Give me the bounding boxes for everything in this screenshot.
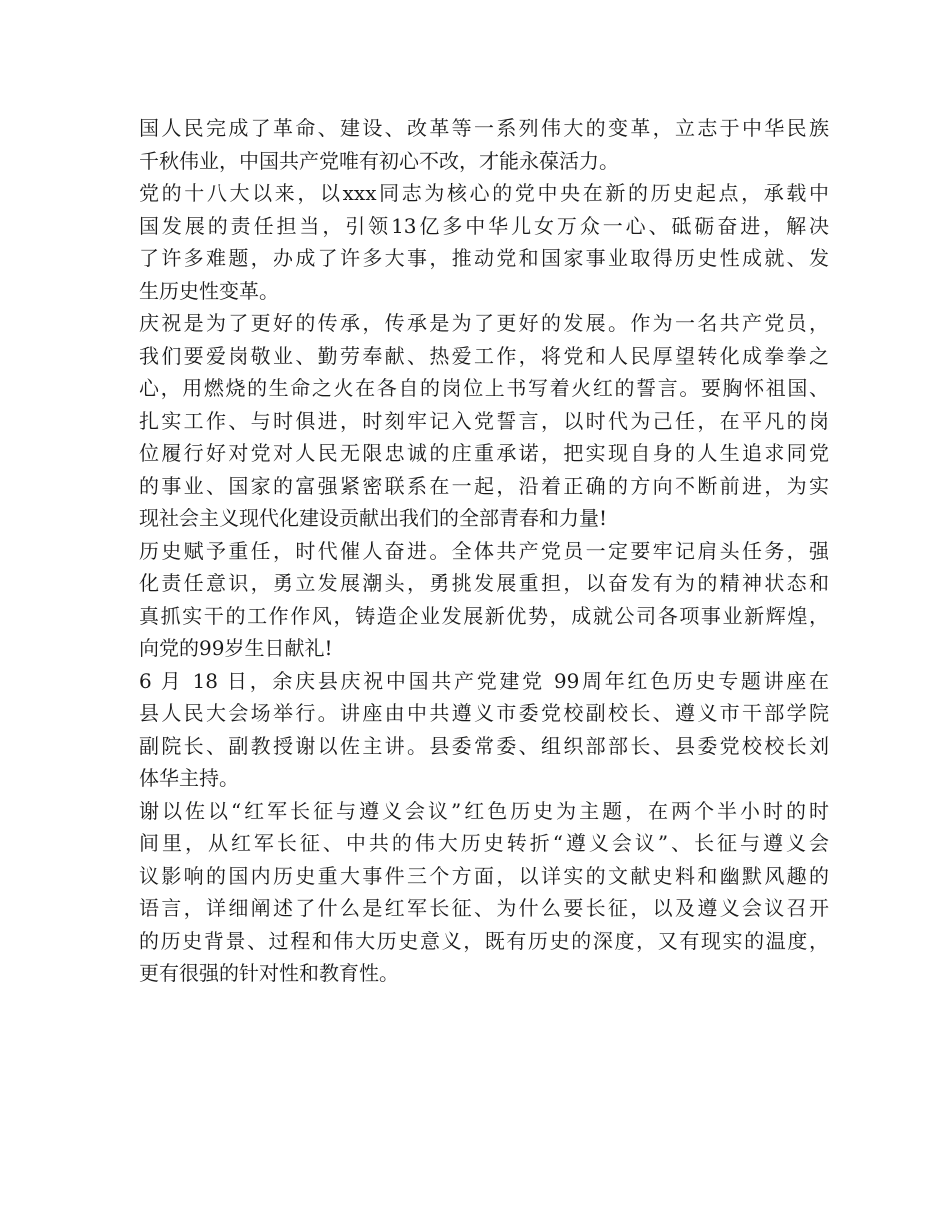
text-line: 向党的99岁生日献礼! bbox=[139, 636, 333, 660]
text-line: 的事业、国家的富强紧密联系在一起，沿着正确的方向不断前进，为实 bbox=[139, 473, 829, 498]
text-line: 6 月 18 日，余庆县庆祝中国共产党建党 99周年红色历史专题讲座在 bbox=[139, 668, 829, 693]
text-line: 国发展的责任担当，引领13亿多中华儿女万众一心、砥砺奋进，解决 bbox=[139, 213, 829, 238]
text-line: 国人民完成了革命、建设、改革等一系列伟大的变革，立志于中华民族 bbox=[139, 116, 829, 140]
text-line: 党的十八大以来，以xxx同志为核心的党中央在新的历史起点，承载中 bbox=[139, 181, 829, 205]
text-line: 更有很强的针对性和教育性。 bbox=[139, 961, 399, 985]
text-line: 庆祝是为了更好的传承，传承是为了更好的发展。作为一名共产党员， bbox=[139, 311, 829, 335]
text-line: 现社会主义现代化建设贡献出我们的全部青春和力量! bbox=[139, 506, 608, 530]
text-line: 副院长、副教授谢以佐主讲。县委常委、组织部部长、县委党校校长刘 bbox=[139, 733, 829, 758]
text-line: 语言，详细阐述了什么是红军长征、为什么要长征，以及遵义会议召开 bbox=[139, 896, 829, 920]
text-line: 的历史背景、过程和伟大历史意义，既有历史的深度，又有现实的温度， bbox=[139, 928, 829, 953]
text-line: 了许多难题，办成了许多大事，推动党和国家事业取得历史性成就、发 bbox=[139, 246, 829, 270]
text-line: 生历史性变革。 bbox=[139, 278, 279, 303]
text-line: 议影响的国内历史重大事件三个方面，以详实的文献史料和幽默风趣的 bbox=[139, 863, 829, 888]
text-line: 体华主持。 bbox=[139, 766, 239, 790]
text-line: 历史赋予重任，时代催人奋进。全体共产党员一定要牢记肩头任务，强 bbox=[139, 538, 829, 563]
text-line: 间里，从红军长征、中共的伟大历史转折“遵义会议”、长征与遵义会 bbox=[139, 831, 829, 855]
text-line: 真抓实干的工作作风，铸造企业发展新优势，成就公司各项事业新辉煌， bbox=[139, 603, 829, 628]
text-line: 千秋伟业，中国共产党唯有初心不改，才能永葆活力。 bbox=[139, 148, 619, 173]
text-line: 心，用燃烧的生命之火在各自的岗位上书写着火红的誓言。要胸怀祖国、 bbox=[139, 376, 829, 400]
document-body bbox=[139, 112, 829, 990]
text-line: 我们要爱岗敬业、勤劳奉献、热爱工作，将党和人民厚望转化成拳拳之 bbox=[139, 343, 829, 368]
text-line: 扎实工作、与时俱进，时刻牢记入党誓言，以时代为己任，在平凡的岗 bbox=[139, 408, 829, 433]
text-line: 谢以佐以“红军长征与遵义会议”红色历史为主题，在两个半小时的时 bbox=[139, 798, 829, 823]
text-line: 县人民大会场举行。讲座由中共遵义市委党校副校长、遵义市干部学院 bbox=[139, 701, 829, 725]
text-line: 化责任意识，勇立发展潮头，勇挑发展重担，以奋发有为的精神状态和 bbox=[139, 571, 829, 595]
text-line: 位履行好对党对人民无限忠诚的庄重承诺，把实现自身的人生追求同党 bbox=[139, 441, 829, 465]
